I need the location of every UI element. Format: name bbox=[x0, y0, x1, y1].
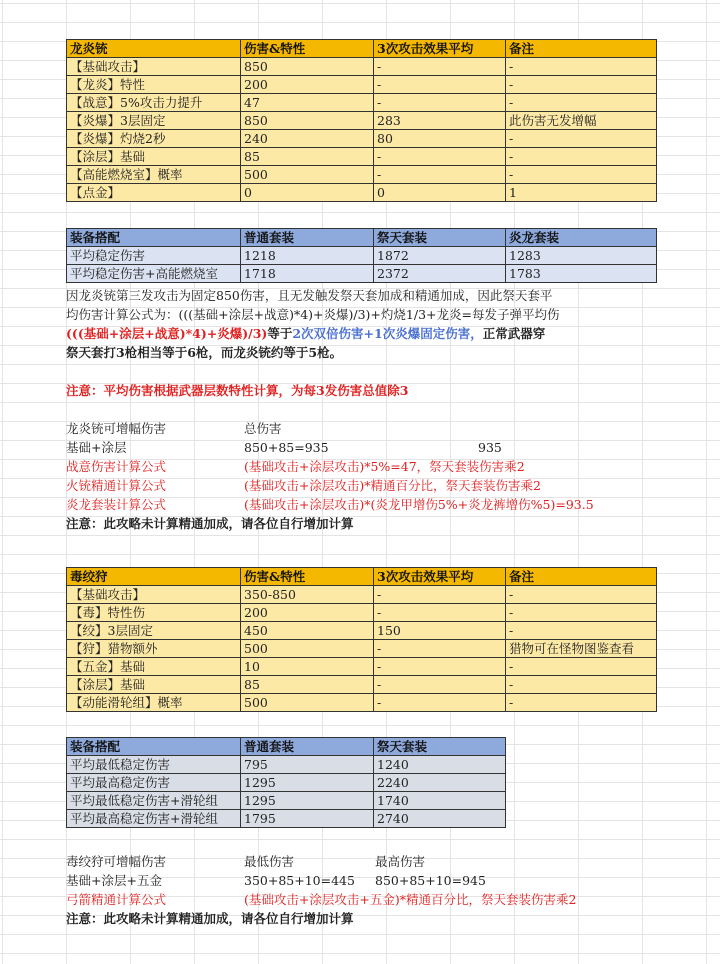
cell: - bbox=[374, 640, 506, 658]
table-header-row bbox=[67, 738, 506, 756]
mastery-warning: 注意：此攻略未计算精通加成，请各位自行增加计算 bbox=[66, 911, 354, 926]
calc-label: 基础+涂层 bbox=[66, 440, 127, 455]
cell: 450 bbox=[241, 622, 374, 640]
cell: 500 bbox=[241, 694, 374, 712]
cell: - bbox=[506, 694, 657, 712]
cell: 【涂层】基础 bbox=[67, 148, 241, 166]
table-row bbox=[67, 265, 657, 283]
cell: 10 bbox=[241, 658, 374, 676]
header-cell: 备注 bbox=[506, 40, 657, 58]
cell: 1740 bbox=[374, 792, 506, 810]
cell: - bbox=[506, 658, 657, 676]
cell: 1295 bbox=[241, 792, 374, 810]
cell: - bbox=[506, 676, 657, 694]
calc-label: 弓箭精通计算公式 bbox=[66, 892, 167, 907]
cell: - bbox=[374, 604, 506, 622]
cell: 猎物可在怪物图鉴查看 bbox=[506, 640, 657, 658]
calc-formula: (基础攻击+涂层攻击)*(炎龙甲增伤5%+炎龙裤增伤%5)=93.5 bbox=[244, 497, 594, 512]
average-damage-warning: 注意：平均伤害根据武器层数特性计算，为每3发伤害总值除3 bbox=[66, 383, 409, 398]
calc-formula: (基础攻击+涂层攻击)*5%=47，祭天套装伤害乘2 bbox=[244, 459, 525, 474]
cell: - bbox=[506, 586, 657, 604]
cell: - bbox=[374, 676, 506, 694]
table-row bbox=[67, 184, 657, 202]
calc-value: 最低伤害 bbox=[244, 854, 295, 869]
table-row bbox=[67, 76, 657, 94]
cell: 【动能滑轮组】概率 bbox=[67, 694, 241, 712]
cell: 850 bbox=[241, 112, 374, 130]
note-line: 祭天套打3枪相当等于6枪，而龙炎铳约等于5枪。 bbox=[66, 345, 343, 360]
cell: 1240 bbox=[374, 756, 506, 774]
cell: 47 bbox=[241, 94, 374, 112]
header-cell: 龙炎铳 bbox=[67, 40, 241, 58]
header-cell: 伤害&特性 bbox=[241, 568, 374, 586]
calc-formula: (基础攻击+涂层攻击+五金)*精通百分比，祭天套装伤害乘2 bbox=[244, 892, 577, 907]
equals-text: 等于 bbox=[267, 326, 293, 341]
note-text: 正常武器穿 bbox=[482, 326, 546, 341]
mastery-warning: 注意：此攻略未计算精通加成，请各位自行增加计算 bbox=[66, 516, 354, 531]
cell: 500 bbox=[241, 640, 374, 658]
cell: 1283 bbox=[506, 247, 657, 265]
cell: 平均稳定伤害 bbox=[67, 247, 241, 265]
calc-value: 935 bbox=[478, 440, 502, 455]
table-header-row bbox=[67, 40, 657, 58]
calc-label: 龙炎铳可增幅伤害 bbox=[66, 421, 167, 436]
cell: - bbox=[374, 166, 506, 184]
cell: - bbox=[374, 694, 506, 712]
table-row bbox=[67, 148, 657, 166]
formula-text: (((基础+涂层+战意)*4)+炎爆)/3) bbox=[66, 326, 268, 341]
cell: 0 bbox=[241, 184, 374, 202]
poison-bow-equipment-table bbox=[66, 737, 506, 828]
cell: 85 bbox=[241, 148, 374, 166]
cell: 平均最高稳定伤害 bbox=[67, 774, 241, 792]
cell: 85 bbox=[241, 676, 374, 694]
cell: 200 bbox=[241, 604, 374, 622]
calc-formula: (基础攻击+涂层攻击)*精通百分比，祭天套装伤害乘2 bbox=[244, 478, 541, 493]
table-row bbox=[67, 640, 657, 658]
cell: 2740 bbox=[374, 810, 506, 828]
header-cell: 毒绞狩 bbox=[67, 568, 241, 586]
calc-label: 战意伤害计算公式 bbox=[66, 459, 167, 474]
cell: 350-850 bbox=[241, 586, 374, 604]
cell: - bbox=[506, 604, 657, 622]
table-row bbox=[67, 694, 657, 712]
table-row bbox=[67, 756, 506, 774]
cell: 1795 bbox=[241, 810, 374, 828]
table-row bbox=[67, 166, 657, 184]
header-cell: 普通套装 bbox=[241, 738, 374, 756]
double-damage-text: 2次双倍伤害+1次炎爆固定伤害， bbox=[292, 326, 483, 341]
cell: 平均最低稳定伤害 bbox=[67, 756, 241, 774]
cell: 此伤害无发增幅 bbox=[506, 112, 657, 130]
cell: 1872 bbox=[374, 247, 506, 265]
header-cell: 炎龙套装 bbox=[506, 229, 657, 247]
note-line: 均伤害计算公式为：(((基础+涂层+战意)*4)+炎爆)/3)+灼烧1/3+龙炎=每发子弹平均伤 bbox=[66, 307, 560, 322]
table-row bbox=[67, 58, 657, 76]
header-cell: 祭天套装 bbox=[374, 229, 506, 247]
cell: 1783 bbox=[506, 265, 657, 283]
table-header-row bbox=[67, 229, 657, 247]
cell: 0 bbox=[374, 184, 506, 202]
cell: 1218 bbox=[241, 247, 374, 265]
cell: 平均稳定伤害+高能燃烧室 bbox=[67, 265, 241, 283]
note-line: 因龙炎铳第三发攻击为固定850伤害，且无发触发祭天套加成和精通加成，因此祭天套平 bbox=[66, 288, 553, 303]
cell: 2240 bbox=[374, 774, 506, 792]
table-row bbox=[67, 604, 657, 622]
table-row bbox=[67, 586, 657, 604]
calc-value: 850+85=935 bbox=[244, 440, 329, 455]
cell: - bbox=[374, 94, 506, 112]
cell: 【高能燃烧室】概率 bbox=[67, 166, 241, 184]
cell: 【炎爆】灼烧2秒 bbox=[67, 130, 241, 148]
cell: - bbox=[506, 58, 657, 76]
cell: 1718 bbox=[241, 265, 374, 283]
cell: 795 bbox=[241, 756, 374, 774]
header-cell: 3次攻击效果平均 bbox=[374, 568, 506, 586]
calc-label: 基础+涂层+五金 bbox=[66, 873, 162, 888]
cell: 【基础攻击】 bbox=[67, 58, 241, 76]
table-row bbox=[67, 676, 657, 694]
header-cell: 伤害&特性 bbox=[241, 40, 374, 58]
table-row bbox=[67, 792, 506, 810]
header-cell: 备注 bbox=[506, 568, 657, 586]
cell: - bbox=[374, 76, 506, 94]
table-row bbox=[67, 774, 506, 792]
cell: 1295 bbox=[241, 774, 374, 792]
calc-label: 炎龙套装计算公式 bbox=[66, 497, 167, 512]
table-header-row bbox=[67, 568, 657, 586]
calc-value: 850+85+10=945 bbox=[375, 873, 486, 888]
cell: 【炎爆】3层固定 bbox=[67, 112, 241, 130]
cell: - bbox=[506, 130, 657, 148]
cell: - bbox=[506, 76, 657, 94]
table-row bbox=[67, 622, 657, 640]
cell: - bbox=[374, 586, 506, 604]
note-formula-line bbox=[66, 324, 545, 343]
calc-label: 火铳精通计算公式 bbox=[66, 478, 167, 493]
table-row bbox=[67, 658, 657, 676]
cell: 【点金】 bbox=[67, 184, 241, 202]
cell: 283 bbox=[374, 112, 506, 130]
header-cell: 3次攻击效果平均 bbox=[374, 40, 506, 58]
cell: - bbox=[374, 58, 506, 76]
cell: 【毒】特性伤 bbox=[67, 604, 241, 622]
cell: 平均最高稳定伤害+滑轮组 bbox=[67, 810, 241, 828]
cell: 240 bbox=[241, 130, 374, 148]
cell: 1 bbox=[506, 184, 657, 202]
header-cell: 装备搭配 bbox=[67, 229, 241, 247]
cell: 【绞】3层固定 bbox=[67, 622, 241, 640]
cell: 150 bbox=[374, 622, 506, 640]
table-row bbox=[67, 112, 657, 130]
cell: 【基础攻击】 bbox=[67, 586, 241, 604]
cell: 【涂层】基础 bbox=[67, 676, 241, 694]
cell: - bbox=[506, 94, 657, 112]
cell: 【五金】基础 bbox=[67, 658, 241, 676]
cell: 200 bbox=[241, 76, 374, 94]
table-row bbox=[67, 810, 506, 828]
calc-value: 350+85+10=445 bbox=[244, 873, 355, 888]
cell: 2372 bbox=[374, 265, 506, 283]
cell: 【战意】5%攻击力提升 bbox=[67, 94, 241, 112]
table-row bbox=[67, 247, 657, 265]
cell: 【狩】猎物额外 bbox=[67, 640, 241, 658]
calc-label: 毒绞狩可增幅伤害 bbox=[66, 854, 167, 869]
cell: 80 bbox=[374, 130, 506, 148]
dragon-gun-equipment-table bbox=[66, 228, 657, 283]
header-cell: 普通套装 bbox=[241, 229, 374, 247]
cell: - bbox=[506, 166, 657, 184]
poison-bow-stats-table bbox=[66, 567, 657, 712]
header-cell: 装备搭配 bbox=[67, 738, 241, 756]
cell: - bbox=[374, 148, 506, 166]
calc-value: 最高伤害 bbox=[375, 854, 426, 869]
cell: - bbox=[374, 658, 506, 676]
dragon-gun-stats-table bbox=[66, 39, 657, 202]
table-row bbox=[67, 94, 657, 112]
cell: - bbox=[506, 148, 657, 166]
cell: - bbox=[506, 622, 657, 640]
header-cell: 祭天套装 bbox=[374, 738, 506, 756]
calc-value: 总伤害 bbox=[244, 421, 282, 436]
cell: 平均最低稳定伤害+滑轮组 bbox=[67, 792, 241, 810]
cell: 500 bbox=[241, 166, 374, 184]
table-row bbox=[67, 130, 657, 148]
cell: 850 bbox=[241, 58, 374, 76]
cell: 【龙炎】特性 bbox=[67, 76, 241, 94]
